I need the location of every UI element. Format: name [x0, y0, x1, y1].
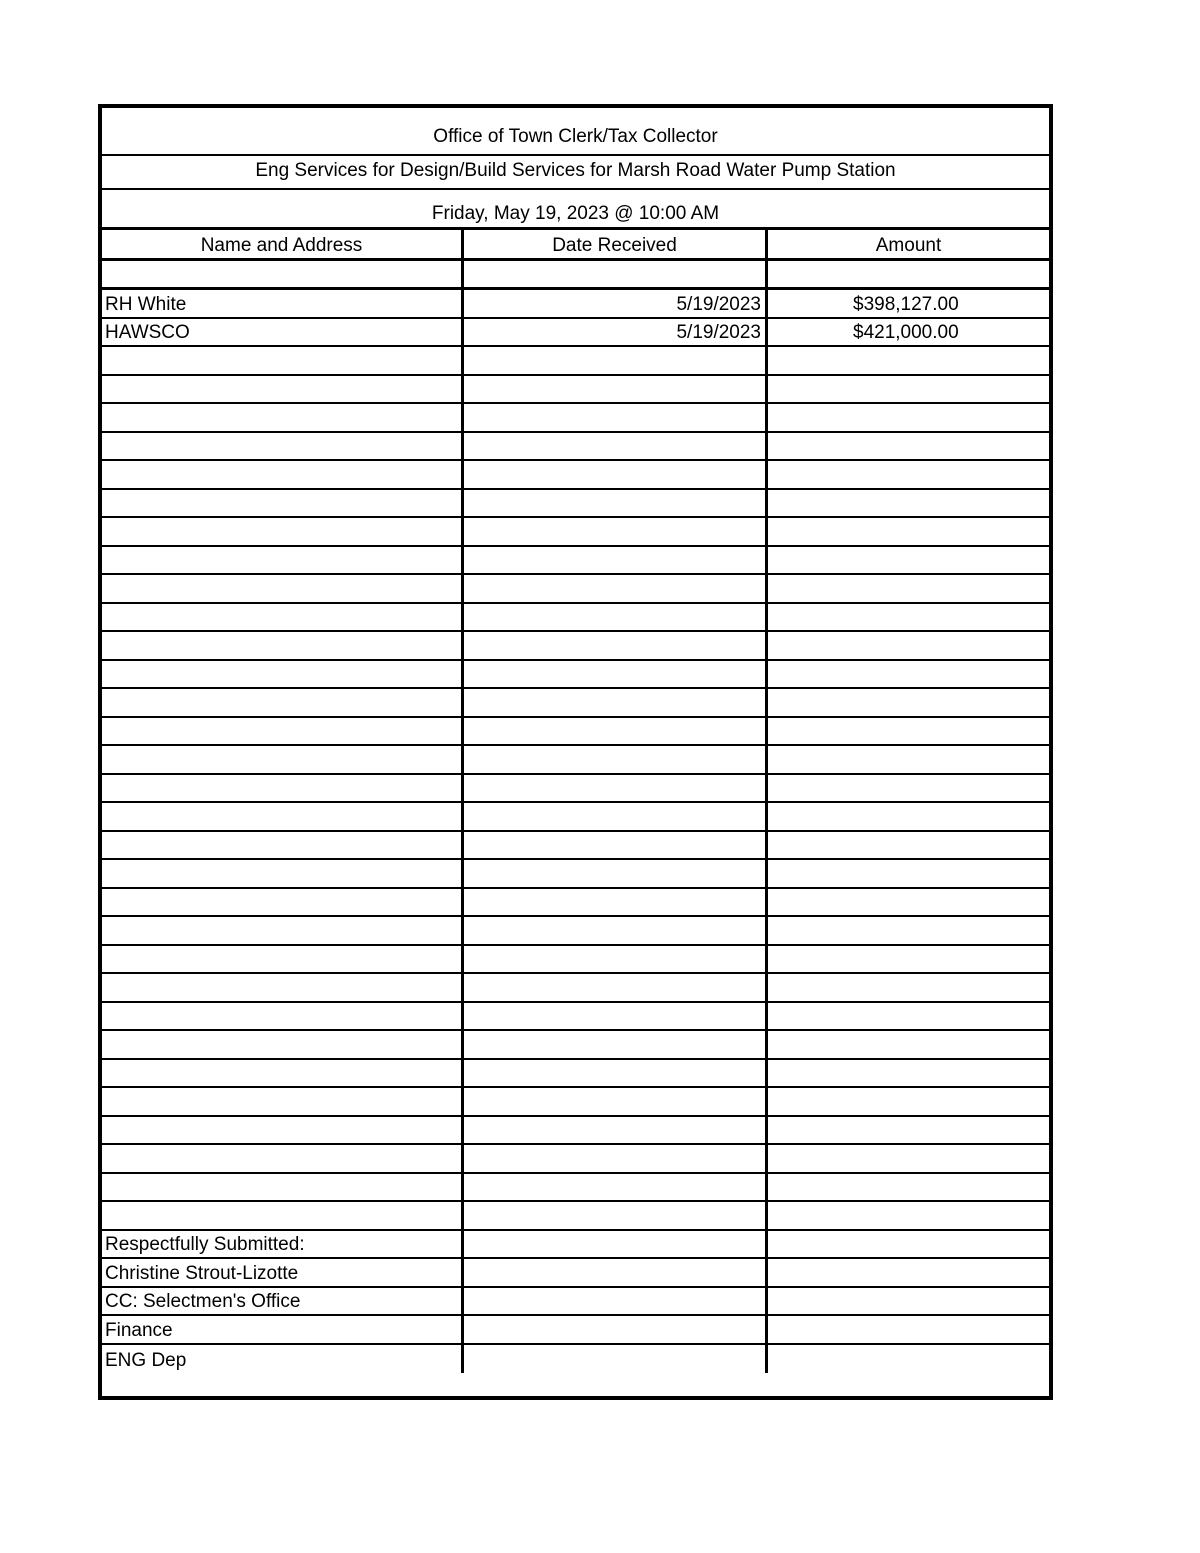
table-cell-amount [768, 1003, 1049, 1030]
table-cell-name [102, 1174, 464, 1201]
table-row [102, 803, 1049, 832]
table-cell-amount [768, 1060, 1049, 1087]
table-cell-date [464, 376, 768, 403]
table-row [102, 575, 1049, 604]
table-cell-date [464, 917, 768, 944]
table-cell-amount [768, 1316, 1049, 1343]
table-cell-date [464, 889, 768, 916]
table-cell-name [102, 661, 464, 688]
table-cell-name: ENG Dep [102, 1345, 464, 1374]
table-cell-date [464, 661, 768, 688]
table-row [102, 917, 1049, 946]
table-cell-amount [768, 518, 1049, 545]
table-cell-amount [768, 404, 1049, 431]
table-cell-name [102, 689, 464, 716]
table-cell-date [464, 1345, 768, 1374]
table-cell-date [464, 1202, 768, 1229]
table-cell-amount [768, 746, 1049, 773]
table-row [102, 433, 1049, 462]
table-cell-name [102, 1031, 464, 1058]
table-row [102, 1316, 1049, 1345]
table-cell-date [464, 461, 768, 488]
table-spacer-row [102, 261, 1049, 290]
table-cell-date [464, 490, 768, 517]
table-cell-name [102, 1145, 464, 1172]
project-title: Eng Services for Design/Build Services for Marsh Road Water Pump Station [255, 160, 896, 181]
office-title-row [102, 108, 1049, 156]
table-cell-amount [768, 775, 1049, 802]
table-cell-name [102, 917, 464, 944]
table-row [102, 974, 1049, 1003]
table-cell-amount [768, 689, 1049, 716]
table-row [102, 347, 1049, 376]
table-cell-name [102, 1003, 464, 1030]
table-cell-date [464, 832, 768, 859]
table-row [102, 1117, 1049, 1146]
table-cell-name [102, 860, 464, 887]
table-cell-name [102, 1060, 464, 1087]
table-cell-amount [768, 1088, 1049, 1115]
table-cell-amount [768, 974, 1049, 1001]
table-row [102, 1060, 1049, 1089]
table-cell-date [464, 547, 768, 574]
column-header-date: Date Received [464, 230, 768, 258]
table-row [102, 1031, 1049, 1060]
table-cell-date [464, 1316, 768, 1343]
column-header-name: Name and Address [102, 230, 464, 258]
opening-date-row [102, 190, 1049, 230]
table-cell-amount [768, 575, 1049, 602]
table-cell-name [102, 946, 464, 973]
table-cell-amount [768, 889, 1049, 916]
table-cell-date [464, 775, 768, 802]
table-row [102, 746, 1049, 775]
table-cell-date [464, 803, 768, 830]
table-row [102, 518, 1049, 547]
table-cell-name [102, 775, 464, 802]
table-cell-date [464, 860, 768, 887]
table-cell-date [464, 1174, 768, 1201]
table-row [102, 1259, 1049, 1288]
table-header-row [102, 230, 1049, 261]
table-cell-date [464, 1117, 768, 1144]
table-cell-date [464, 746, 768, 773]
table-cell-date [464, 689, 768, 716]
table-cell-amount [768, 1145, 1049, 1172]
table-row [102, 632, 1049, 661]
table-row [102, 1231, 1049, 1260]
table-cell-date: 5/19/2023 [464, 319, 768, 346]
table-cell-amount [768, 860, 1049, 887]
table-cell-name [102, 547, 464, 574]
table-cell-date [464, 1288, 768, 1315]
table-cell-name: Christine Strout-Lizotte [102, 1259, 464, 1286]
table-row [102, 946, 1049, 975]
table-cell-name [102, 1202, 464, 1229]
table-cell-date [464, 604, 768, 631]
table-cell [768, 261, 1049, 287]
table-cell-amount [768, 1117, 1049, 1144]
table-row [102, 832, 1049, 861]
table-cell [464, 261, 768, 287]
table-cell-amount [768, 1031, 1049, 1058]
table-cell-amount [768, 1345, 1049, 1374]
table-row [102, 1145, 1049, 1174]
table-row [102, 1003, 1049, 1032]
table-cell-amount [768, 1288, 1049, 1315]
table-cell-date [464, 1060, 768, 1087]
table-cell-date [464, 632, 768, 659]
table-cell-amount [768, 1202, 1049, 1229]
table-cell-amount: $421,000.00 [853, 322, 959, 343]
table-row [102, 547, 1049, 576]
table-cell-date [464, 1145, 768, 1172]
table-cell-name [102, 461, 464, 488]
project-title-row [102, 156, 1049, 190]
table-cell-amount [768, 547, 1049, 574]
table-cell-name [102, 718, 464, 745]
table-cell-name: HAWSCO [102, 319, 464, 346]
table-cell-name: CC: Selectmen's Office [102, 1288, 464, 1315]
table-cell-name [102, 433, 464, 460]
table-cell-date [464, 718, 768, 745]
table-cell-name [102, 490, 464, 517]
table-cell-name: RH White [102, 290, 464, 317]
table-row [102, 889, 1049, 918]
table-cell-name: Finance [102, 1316, 464, 1343]
table-cell-date [464, 946, 768, 973]
bid-table [102, 230, 1049, 1373]
table-cell-amount [768, 1231, 1049, 1258]
table-cell-name [102, 604, 464, 631]
table-row [102, 604, 1049, 633]
table-row [102, 376, 1049, 405]
table-cell-amount [768, 376, 1049, 403]
table-cell-date [464, 404, 768, 431]
table-cell-amount [768, 461, 1049, 488]
table-cell-date [464, 347, 768, 374]
table-row [102, 319, 1049, 348]
office-title: Office of Town Clerk/Tax Collector [433, 126, 718, 147]
table-cell-amount [768, 433, 1049, 460]
table-cell-date [464, 518, 768, 545]
table-row [102, 775, 1049, 804]
table-row [102, 718, 1049, 747]
table-cell-amount [768, 946, 1049, 973]
table-cell-name [102, 803, 464, 830]
table-cell-amount [768, 718, 1049, 745]
table-cell-amount [768, 917, 1049, 944]
table-cell-amount [768, 632, 1049, 659]
table-cell-date [464, 433, 768, 460]
table-cell-amount: $398,127.00 [853, 293, 959, 315]
table-cell-name [102, 632, 464, 659]
table-cell-date [464, 1031, 768, 1058]
table-cell-amount [768, 1174, 1049, 1201]
table-row [102, 661, 1049, 690]
table-cell-date [464, 974, 768, 1001]
table-cell-amount [768, 1259, 1049, 1286]
table-row [102, 1345, 1049, 1374]
table-row [102, 689, 1049, 718]
table-row [102, 1088, 1049, 1117]
table-cell-amount [768, 832, 1049, 859]
column-header-amount: Amount [875, 235, 942, 256]
bid-tabulation-sheet [98, 104, 1053, 1400]
table-cell-amount [768, 803, 1049, 830]
table-row [102, 1288, 1049, 1317]
table-cell-name [102, 889, 464, 916]
table-cell-date [464, 1003, 768, 1030]
table-row [102, 404, 1049, 433]
table-row [102, 290, 1049, 319]
table-cell-name [102, 832, 464, 859]
table-cell-name [102, 746, 464, 773]
table-cell-name [102, 376, 464, 403]
table-cell-date [464, 1088, 768, 1115]
table-cell-date [464, 1231, 768, 1258]
table-row [102, 1174, 1049, 1203]
table-row [102, 490, 1049, 519]
table-cell-amount [768, 604, 1049, 631]
table-cell-date [464, 1259, 768, 1286]
table-cell-name [102, 347, 464, 374]
table-cell-amount [768, 490, 1049, 517]
table-row [102, 1202, 1049, 1231]
table-cell-date: 5/19/2023 [464, 290, 768, 317]
table-cell-amount [768, 347, 1049, 374]
table-cell [102, 261, 464, 287]
table-cell-date [464, 575, 768, 602]
table-cell-amount [768, 661, 1049, 688]
table-cell-name: Respectfully Submitted: [102, 1231, 464, 1258]
table-cell-name [102, 518, 464, 545]
table-row [102, 860, 1049, 889]
table-row [102, 461, 1049, 490]
table-cell-name [102, 974, 464, 1001]
table-cell-name [102, 1117, 464, 1144]
table-cell-name [102, 575, 464, 602]
table-cell-name [102, 404, 464, 431]
table-cell-name [102, 1088, 464, 1115]
opening-date: Friday, May 19, 2023 @ 10:00 AM [431, 203, 720, 224]
